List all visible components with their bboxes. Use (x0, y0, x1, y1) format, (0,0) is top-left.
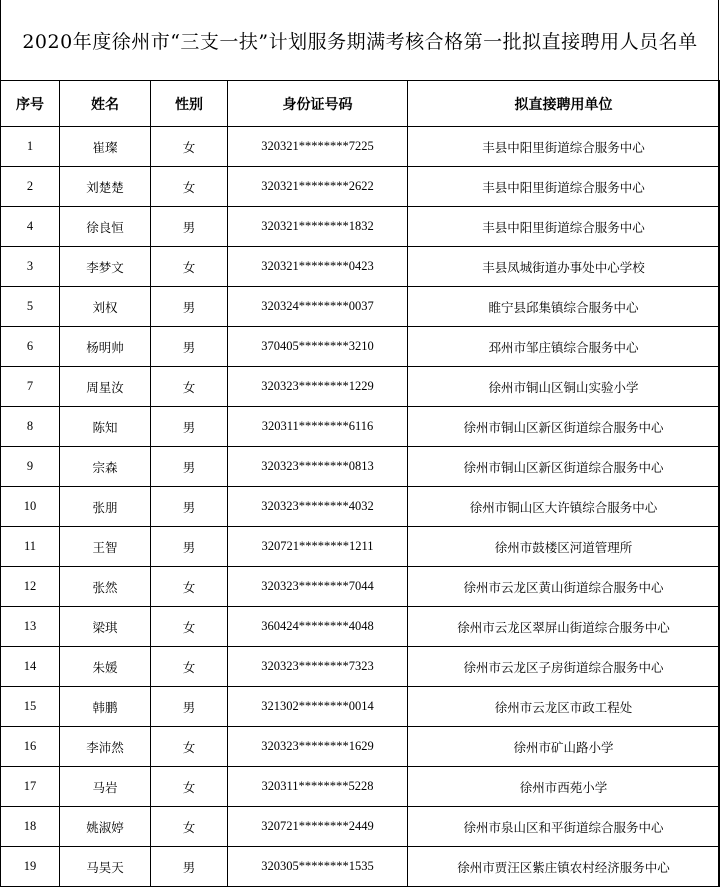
table-row (1, 727, 720, 767)
cell-unit: 徐州市铜山区新区街道综合服务中心 (408, 447, 720, 487)
cell-index: 4 (1, 207, 60, 247)
cell-gender: 女 (151, 607, 228, 647)
cell-index: 17 (1, 767, 60, 807)
table-row (1, 647, 720, 687)
cell-gender: 女 (151, 727, 228, 767)
cell-id-number: 320311********6116 (228, 407, 408, 447)
cell-gender: 男 (151, 207, 228, 247)
cell-index: 9 (1, 447, 60, 487)
cell-gender: 男 (151, 447, 228, 487)
cell-index: 15 (1, 687, 60, 727)
cell-index: 19 (1, 847, 60, 887)
cell-id-number: 320323********1629 (228, 727, 408, 767)
cell-name: 韩鹏 (60, 687, 151, 727)
personnel-table (0, 80, 720, 887)
cell-id-number: 320323********1229 (228, 367, 408, 407)
cell-gender: 男 (151, 327, 228, 367)
cell-index: 8 (1, 407, 60, 447)
header-name: 姓名 (60, 81, 151, 127)
cell-index: 5 (1, 287, 60, 327)
cell-gender: 男 (151, 527, 228, 567)
table-row (1, 367, 720, 407)
cell-name: 朱媛 (60, 647, 151, 687)
cell-gender: 女 (151, 647, 228, 687)
cell-unit: 徐州市矿山路小学 (408, 727, 720, 767)
cell-unit: 丰县中阳里街道综合服务中心 (408, 167, 720, 207)
header-index: 序号 (1, 81, 60, 127)
cell-id-number: 320721********1211 (228, 527, 408, 567)
table-row (1, 287, 720, 327)
cell-index: 14 (1, 647, 60, 687)
table-row (1, 847, 720, 887)
cell-unit: 徐州市鼓楼区河道管理所 (408, 527, 720, 567)
cell-id-number: 320321********2622 (228, 167, 408, 207)
cell-unit: 丰县中阳里街道综合服务中心 (408, 207, 720, 247)
cell-gender: 男 (151, 687, 228, 727)
cell-id-number: 370405********3210 (228, 327, 408, 367)
table-row (1, 567, 720, 607)
cell-unit: 徐州市铜山区大许镇综合服务中心 (408, 487, 720, 527)
table-row (1, 607, 720, 647)
cell-name: 陈知 (60, 407, 151, 447)
cell-name: 张然 (60, 567, 151, 607)
cell-unit: 徐州市泉山区和平街道综合服务中心 (408, 807, 720, 847)
cell-name: 王智 (60, 527, 151, 567)
cell-name: 崔璨 (60, 127, 151, 167)
cell-gender: 女 (151, 767, 228, 807)
cell-name: 梁琪 (60, 607, 151, 647)
cell-unit: 徐州市云龙区市政工程处 (408, 687, 720, 727)
table-row (1, 327, 720, 367)
cell-index: 10 (1, 487, 60, 527)
cell-name: 姚淑婷 (60, 807, 151, 847)
cell-index: 1 (1, 127, 60, 167)
table-row (1, 527, 720, 567)
table-row (1, 167, 720, 207)
table-row (1, 767, 720, 807)
cell-name: 李沛然 (60, 727, 151, 767)
header-gender: 性别 (151, 81, 228, 127)
cell-name: 刘楚楚 (60, 167, 151, 207)
cell-index: 6 (1, 327, 60, 367)
cell-name: 李梦文 (60, 247, 151, 287)
cell-id-number: 320323********7044 (228, 567, 408, 607)
cell-name: 马昊天 (60, 847, 151, 887)
cell-id-number: 360424********4048 (228, 607, 408, 647)
cell-name: 徐良恒 (60, 207, 151, 247)
cell-name: 宗森 (60, 447, 151, 487)
cell-gender: 男 (151, 847, 228, 887)
table-row (1, 487, 720, 527)
cell-unit: 徐州市铜山区新区街道综合服务中心 (408, 407, 720, 447)
table-row (1, 127, 720, 167)
cell-gender: 女 (151, 127, 228, 167)
cell-index: 12 (1, 567, 60, 607)
cell-unit: 徐州市西苑小学 (408, 767, 720, 807)
cell-unit: 睢宁县邱集镇综合服务中心 (408, 287, 720, 327)
table-row (1, 807, 720, 847)
cell-index: 2 (1, 167, 60, 207)
cell-id-number: 320324********0037 (228, 287, 408, 327)
cell-id-number: 321302********0014 (228, 687, 408, 727)
cell-gender: 女 (151, 367, 228, 407)
table-header-row (1, 81, 720, 127)
header-unit: 拟直接聘用单位 (408, 81, 720, 127)
cell-index: 11 (1, 527, 60, 567)
cell-gender: 女 (151, 567, 228, 607)
page-title: 2020年度徐州市“三支一扶”计划服务期满考核合格第一批拟直接聘用人员名单 (22, 30, 698, 53)
table-row (1, 687, 720, 727)
cell-index: 13 (1, 607, 60, 647)
cell-index: 18 (1, 807, 60, 847)
cell-id-number: 320721********2449 (228, 807, 408, 847)
cell-id-number: 320323********7323 (228, 647, 408, 687)
cell-name: 刘权 (60, 287, 151, 327)
cell-id-number: 320305********1535 (228, 847, 408, 887)
cell-gender: 女 (151, 807, 228, 847)
cell-name: 张朋 (60, 487, 151, 527)
cell-name: 马岩 (60, 767, 151, 807)
cell-gender: 男 (151, 287, 228, 327)
cell-gender: 男 (151, 407, 228, 447)
cell-id-number: 320321********0423 (228, 247, 408, 287)
cell-unit: 邳州市邹庄镇综合服务中心 (408, 327, 720, 367)
cell-id-number: 320321********1832 (228, 207, 408, 247)
cell-index: 3 (1, 247, 60, 287)
cell-index: 7 (1, 367, 60, 407)
cell-unit: 徐州市云龙区翠屏山街道综合服务中心 (408, 607, 720, 647)
table-row (1, 407, 720, 447)
cell-name: 杨明帅 (60, 327, 151, 367)
table-row (1, 247, 720, 287)
cell-id-number: 320323********4032 (228, 487, 408, 527)
cell-gender: 女 (151, 167, 228, 207)
cell-unit: 徐州市云龙区子房街道综合服务中心 (408, 647, 720, 687)
cell-unit: 徐州市贾汪区紫庄镇农村经济服务中心 (408, 847, 720, 887)
cell-gender: 女 (151, 247, 228, 287)
cell-unit: 丰县中阳里街道综合服务中心 (408, 127, 720, 167)
table-row (1, 447, 720, 487)
table-body (1, 127, 720, 887)
cell-unit: 丰县凤城街道办事处中心学校 (408, 247, 720, 287)
cell-unit: 徐州市云龙区黄山街道综合服务中心 (408, 567, 720, 607)
cell-index: 16 (1, 727, 60, 767)
cell-id-number: 320321********7225 (228, 127, 408, 167)
table-row (1, 207, 720, 247)
cell-gender: 男 (151, 487, 228, 527)
cell-id-number: 320311********5228 (228, 767, 408, 807)
cell-id-number: 320323********0813 (228, 447, 408, 487)
cell-unit: 徐州市铜山区铜山实验小学 (408, 367, 720, 407)
cell-name: 周星汝 (60, 367, 151, 407)
header-id-number: 身份证号码 (228, 81, 408, 127)
